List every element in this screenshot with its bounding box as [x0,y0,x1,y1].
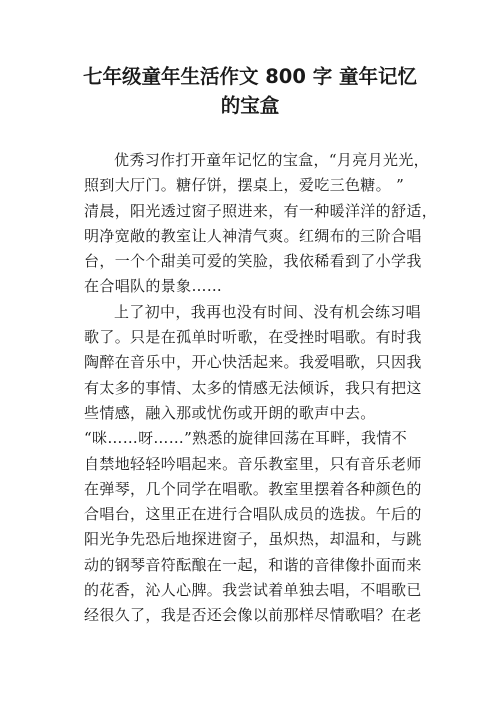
title-line: 的宝盒 [220,94,280,117]
document-body [84,148,438,629]
text-line: 动的钢琴音符酝酿在一起，和谐的音律像扑面而来 [84,555,422,574]
text-line: 阳光争先恐后地探进窗子，虽炽热，却温和，与跳 [84,530,422,549]
text-line: 台，一个个甜美可爱的笑脸，我依稀看到了小学我 [84,252,422,271]
text-line: 上了初中，我再也没有时间、没有机会练习唱 [114,302,422,321]
text-line: 自禁地轻轻吟唱起来。音乐教室里，只有音乐老师 [84,454,422,473]
paragraph [84,426,424,628]
text-line: 优秀习作打开童年记忆的宝盒，“月亮月光光， [114,151,430,169]
text-line: 的花香，沁人心脾。我尝试着单独去唱，不唱歌已 [84,581,422,600]
text-line: 在合唱队的景象…… [84,277,223,296]
text-line: 歌了。只是在孤单时听歌，在受挫时唱歌。有时我 [84,328,422,347]
text-line: 明净宽敞的教室让人神清气爽。红绸布的三阶合唱 [84,226,422,245]
text-line: 有太多的事情、太多的情感无法倾诉，我只有把这 [84,378,422,397]
title-line: 七年级童年生活作文 800 字 童年记忆 [82,65,418,88]
text-line: 些情感，融入那或忧伤或开朗的歌声中去。 [84,403,376,422]
text-line: 经很久了，我是否还会像以前那样尽情歌唱？在老 [84,606,422,625]
text-line: 照到大厅门。糖仔饼，摆桌上，爱吃三色糖。 ” [84,176,405,195]
text-line: 合唱台，这里正在进行合唱队成员的选拔。午后的 [84,505,422,524]
document-title [60,62,440,120]
paragraph [84,148,438,300]
text-line: 清晨，阳光透过窗子照进来，有一种暖洋洋的舒适， [84,201,438,220]
text-line: 在弹琴，几个同学在唱歌。教室里摆着各种颜色的 [84,479,422,498]
paragraph [84,300,424,426]
text-line: “咪……呀……”熟悉的旋律回荡在耳畔，我情不 [84,429,408,448]
text-line: 陶醉在音乐中，开心快活起来。我爱唱歌，只因我 [84,353,422,372]
